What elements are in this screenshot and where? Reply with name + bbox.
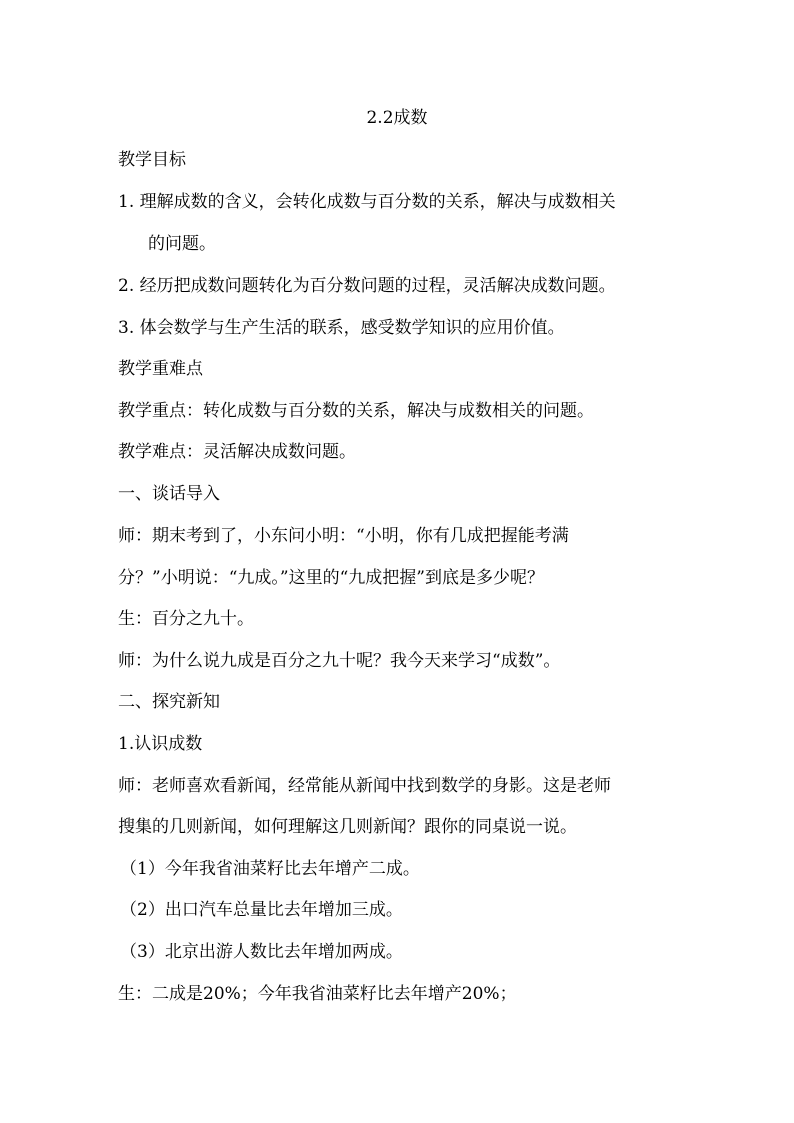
dialogue-teacher-1-continued: 分？”小明说：“九成。”这里的“九成把握”到底是多少呢？ (118, 568, 544, 588)
news-item-2: （2）出口汽车总量比去年增加三成。 (120, 900, 403, 920)
section-heading-objectives: 教学目标 (118, 150, 186, 170)
dialogue-teacher-1: 师：期末考到了，小东问小明：“小明，你有几成把握能考满 (118, 526, 569, 546)
subheading-understand-chengshu: 1.认识成数 (118, 734, 203, 754)
section-heading-introduction: 一、谈话导入 (118, 484, 220, 504)
news-item-1: （1）今年我省油菜籽比去年增产二成。 (120, 859, 420, 879)
dialogue-teacher-2: 师：为什么说九成是百分之九十呢？我今天来学习“成数”。 (118, 651, 561, 671)
news-item-3: （3）北京出游人数比去年增加两成。 (120, 942, 403, 962)
section-heading-key-points: 教学重难点 (118, 359, 203, 379)
dialogue-student-1: 生：百分之九十。 (118, 609, 254, 629)
objective-item-1: 1. 理解成数的含义，会转化成数与百分数的关系，解决与成数相关 (118, 192, 616, 212)
document-title: 2.2成数 (366, 108, 428, 128)
dialogue-teacher-3: 师：老师喜欢看新闻，经常能从新闻中找到数学的身影。这是老师 (118, 776, 611, 796)
objective-item-3: 3. 体会数学与生产生活的联系，感受数学知识的应用价值。 (118, 318, 565, 338)
dialogue-student-2: 生：二成是20%；今年我省油菜籽比去年增产20%； (118, 984, 517, 1004)
objective-item-2: 2. 经历把成数问题转化为百分数问题的过程，灵活解决成数问题。 (118, 276, 616, 296)
objective-item-1-continued: 的问题。 (148, 234, 216, 254)
key-point-text: 教学重点：转化成数与百分数的关系，解决与成数相关的问题。 (118, 401, 594, 421)
section-heading-explore: 二、探究新知 (118, 692, 220, 712)
dialogue-teacher-3-continued: 搜集的几则新闻，如何理解这几则新闻？跟你的同桌说一说。 (118, 817, 577, 837)
difficult-point-text: 教学难点：灵活解决成数问题。 (118, 442, 356, 462)
